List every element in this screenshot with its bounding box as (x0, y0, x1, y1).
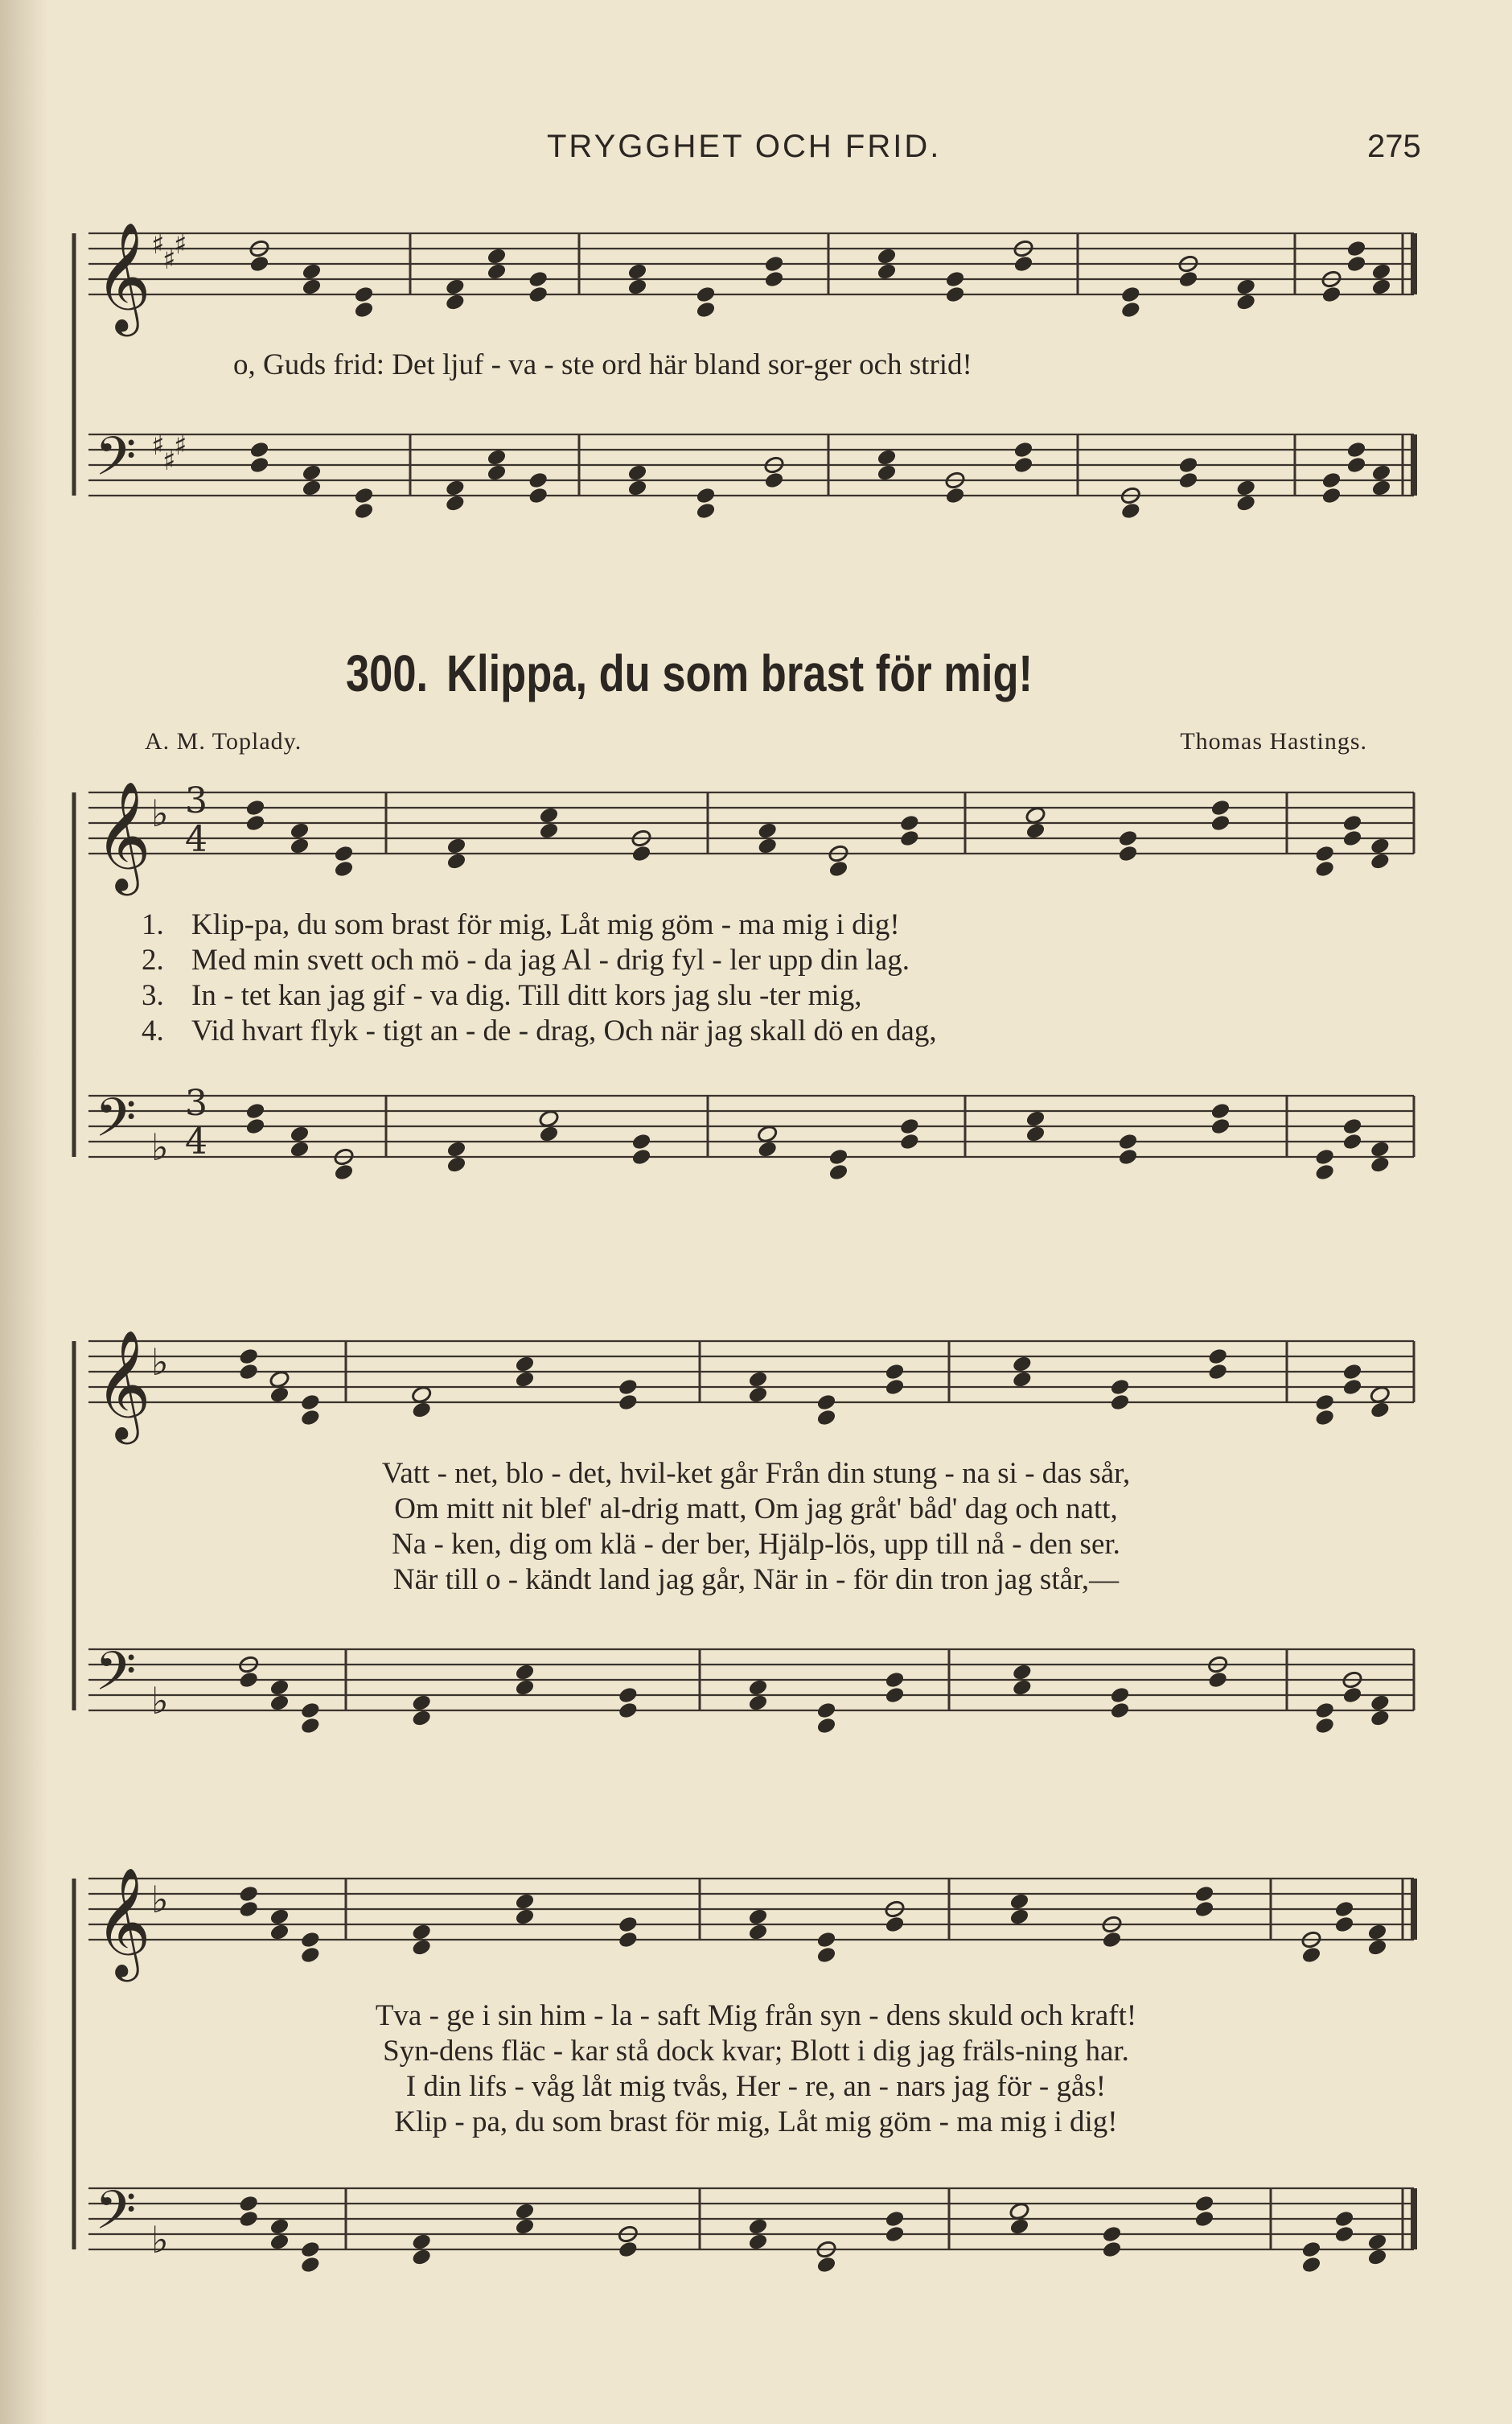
note-head (944, 486, 966, 505)
note-head (1366, 2248, 1388, 2267)
note-head (269, 1385, 290, 1405)
previous-hymn-lyrics (233, 348, 972, 383)
lyric-line: o, Guds frid: Det ljuf - va - ste ord här bland sor-ger och strid! (233, 348, 972, 381)
note-head (444, 293, 466, 312)
note-head (828, 1147, 849, 1167)
note-head (1177, 471, 1199, 490)
note-head (1109, 1685, 1131, 1705)
note-head (1235, 293, 1257, 312)
note-head (333, 859, 355, 879)
note-head (1101, 1930, 1123, 1949)
note-head (1370, 463, 1392, 483)
note-head (1369, 1140, 1391, 1159)
note-head (1117, 829, 1139, 848)
note-head (1300, 2255, 1322, 2274)
note-head (411, 1709, 433, 1728)
note-head (238, 1347, 260, 1366)
note-head (1314, 1147, 1336, 1167)
note-head (884, 1377, 906, 1397)
hymn-number: 300. (346, 644, 429, 702)
note-head (1194, 2209, 1215, 2229)
note-head (1314, 1408, 1336, 1427)
note-head (1120, 501, 1141, 521)
note-head (757, 1125, 779, 1144)
note-head (1109, 1393, 1131, 1412)
sharp-key-signature: ♯ (162, 445, 176, 477)
note-head (353, 501, 375, 521)
note-head (944, 285, 966, 304)
note-head (1013, 440, 1034, 459)
note-head (486, 262, 507, 282)
note-head (299, 2255, 321, 2274)
note-head (1117, 1147, 1139, 1167)
note-head (898, 1132, 920, 1151)
note-head (1025, 1125, 1046, 1144)
note-head (269, 1370, 290, 1389)
note-head (269, 1694, 290, 1713)
note-head (244, 813, 266, 833)
sharp-key-signature: ♯ (174, 228, 187, 261)
note-head (1120, 285, 1141, 304)
note-head (1235, 494, 1257, 513)
note-head (1207, 1347, 1229, 1366)
note-head (446, 1140, 467, 1159)
note-head (1366, 2233, 1388, 2252)
note-head (1101, 2224, 1123, 2244)
note-head (1177, 455, 1199, 475)
note-head (1370, 278, 1392, 297)
bass-clef: 𝄢 (95, 1087, 137, 1162)
note-head (301, 463, 323, 483)
note-head (249, 455, 270, 475)
sharp-key-signature: ♯ (174, 430, 187, 462)
note-head (299, 1930, 321, 1949)
note-head (1341, 1377, 1363, 1397)
lyric-line: Vatt - net, blo - det, hvil-ket går Från din stung - na si - das sår, (381, 1457, 1131, 1490)
verse-number: 4. (142, 1014, 164, 1047)
note-head (1300, 1945, 1322, 1965)
note-head (289, 1140, 310, 1159)
note-head (269, 2233, 290, 2252)
note-head (884, 1685, 906, 1705)
note-head (1333, 1915, 1355, 1934)
note-head (444, 494, 466, 513)
note-head (1341, 1117, 1363, 1136)
treble-clef: 𝄞 (95, 780, 151, 891)
note-head (884, 2224, 906, 2244)
hymn-name: Klippa, du som brast för mig! (446, 644, 1033, 702)
note-head (1120, 300, 1141, 319)
note-head (884, 2209, 906, 2229)
note-head (617, 1930, 639, 1949)
lyric-line: Na - ken, dig om klä - der ber, Hjälp-lös, upp till nå - den ser. (392, 1528, 1120, 1561)
note-head (816, 2255, 837, 2274)
note-head (444, 479, 466, 498)
note-head (514, 2217, 536, 2237)
note-head (411, 1385, 433, 1405)
note-head (411, 2248, 433, 2267)
note-head (1314, 844, 1336, 863)
note-head (333, 1163, 355, 1182)
lyric-line (142, 943, 937, 978)
note-head (1011, 1355, 1033, 1374)
note-head (1011, 1663, 1033, 1682)
time-signature-top-bass: 3 (185, 1083, 207, 1124)
lyric-line: Klip - pa, du som brast för mig, Låt mig göm - ma mig i dig! (394, 2105, 1118, 2138)
note-head (353, 300, 375, 319)
note-head (1009, 1892, 1030, 1912)
note-head (695, 300, 717, 319)
note-head (876, 262, 898, 282)
verse-number: 2. (142, 944, 164, 977)
note-head (301, 262, 323, 282)
note-head (289, 837, 310, 856)
note-head (627, 278, 648, 297)
note-head (898, 829, 920, 848)
note-head (411, 1938, 433, 1957)
note-head (238, 2209, 260, 2229)
note-head (1333, 2209, 1355, 2229)
note-head (1207, 1362, 1229, 1381)
note-head (1013, 455, 1034, 475)
note-head (514, 1370, 536, 1389)
lyric-line: Tva - ge i sin him - la - saft Mig från syn - dens skuld och kraft! (375, 1999, 1137, 2032)
note-head (1300, 2240, 1322, 2259)
note-head (1011, 1678, 1033, 1698)
treble-clef: 𝄞 (95, 220, 151, 331)
page-number: 275 (1367, 129, 1421, 164)
note-head (446, 837, 467, 856)
staff-lines (88, 233, 1414, 2249)
note-head (249, 254, 270, 274)
note-head (1210, 1117, 1231, 1136)
note-head (747, 2233, 769, 2252)
composer-credit: Thomas Hastings. (1180, 728, 1367, 755)
note-head (528, 471, 549, 490)
note-head (884, 1915, 906, 1934)
sharp-key-signature: ♯ (151, 430, 165, 462)
note-head (828, 859, 849, 879)
note-head (1025, 821, 1046, 841)
note-head (816, 1945, 837, 1965)
time-signature-top-treble: 3 (185, 780, 207, 821)
note-head (898, 1117, 920, 1136)
note-head (1194, 1884, 1215, 1903)
note-head (627, 463, 648, 483)
note-head (876, 448, 898, 467)
note-head (1366, 1923, 1388, 1942)
note-head (884, 1362, 906, 1381)
note-head (528, 285, 549, 304)
note-head (1117, 844, 1139, 863)
note-head (538, 1109, 560, 1129)
note-head (514, 1663, 536, 1682)
note-head (289, 1125, 310, 1144)
note-head (757, 1140, 779, 1159)
note-head (695, 285, 717, 304)
note-head (238, 1362, 260, 1381)
note-head (299, 1945, 321, 1965)
note-head (1210, 1101, 1231, 1121)
lyric-line (142, 1014, 937, 1049)
note-head (1194, 2194, 1215, 2213)
note-head (1341, 1685, 1363, 1705)
note-head (757, 837, 779, 856)
verse-lyrics-system-3 (121, 1998, 1391, 2140)
note-head (816, 1716, 837, 1735)
note-head (238, 1884, 260, 1903)
note-head (269, 1678, 290, 1698)
note-head (617, 1685, 639, 1705)
note-head (299, 1393, 321, 1412)
note-head (486, 448, 507, 467)
note-head (238, 1899, 260, 1919)
note-heads (238, 200, 1392, 2274)
note-head (1025, 806, 1046, 825)
note-head (1321, 486, 1342, 505)
verse-lyrics-system-2 (121, 1456, 1391, 1598)
note-head (289, 821, 310, 841)
time-signature-bottom-treble: 4 (185, 819, 207, 860)
note-head (353, 285, 375, 304)
note-head (898, 813, 920, 833)
note-head (1314, 859, 1336, 879)
note-head (1009, 2217, 1030, 2237)
bass-clef: 𝄢 (95, 426, 137, 500)
note-head (1341, 1132, 1363, 1151)
note-head (1366, 1938, 1388, 1957)
lyric-text: In - tet kan jag gif - va dig. Till ditt kors jag slu -ter mig, (191, 979, 862, 1012)
verse-number: 1. (142, 908, 164, 941)
note-head (353, 486, 375, 505)
note-head (301, 278, 323, 297)
note-head (244, 1117, 266, 1136)
note-head (1314, 1701, 1336, 1720)
note-head (1013, 254, 1034, 274)
note-head (1207, 1670, 1229, 1689)
lyric-line: Syn-dens fläc - kar stå dock kvar; Blott i dig jag fräls-ning har. (383, 2035, 1129, 2068)
bar-lines (74, 233, 1414, 2249)
hymn-title (346, 644, 1071, 703)
note-head (876, 247, 898, 266)
note-head (301, 479, 323, 498)
note-head (514, 1892, 536, 1912)
clefs (95, 220, 187, 2261)
note-head (538, 806, 560, 825)
note-head (747, 1678, 769, 1698)
note-head (269, 1923, 290, 1942)
note-head (828, 1163, 849, 1182)
note-head (747, 1385, 769, 1405)
note-head (1177, 270, 1199, 289)
time-signature-bottom-bass: 4 (185, 1121, 207, 1163)
note-head (1333, 1899, 1355, 1919)
note-head (747, 2217, 769, 2237)
note-head (238, 1670, 260, 1689)
note-head (1235, 479, 1257, 498)
note-head (1369, 1401, 1391, 1420)
note-head (446, 1155, 467, 1175)
note-head (1025, 1109, 1046, 1129)
note-head (486, 247, 507, 266)
note-head (1321, 285, 1342, 304)
note-head (444, 278, 466, 297)
note-head (1369, 837, 1391, 856)
note-head (816, 1408, 837, 1427)
note-head (538, 821, 560, 841)
note-head (269, 1908, 290, 1927)
note-head (884, 1670, 906, 1689)
note-head (747, 1694, 769, 1713)
bass-clef: 𝄢 (95, 2179, 137, 2254)
note-head (1333, 2224, 1355, 2244)
sharp-key-signature: ♯ (151, 228, 165, 261)
note-head (876, 463, 898, 483)
note-head (627, 262, 648, 282)
note-head (514, 1678, 536, 1698)
note-head (631, 1132, 652, 1151)
note-head (411, 2233, 433, 2252)
note-head (486, 463, 507, 483)
lyric-text: Klip-pa, du som brast för mig, Låt mig göm - ma mig i dig! (191, 908, 900, 941)
note-head (617, 1377, 639, 1397)
note-head (249, 440, 270, 459)
lyric-line: När till o - kändt land jag går, När in - för din tron jag står,— (392, 1563, 1120, 1596)
note-head (1346, 440, 1367, 459)
note-head (299, 1408, 321, 1427)
note-head (1341, 1362, 1363, 1381)
flat-key-signature: ♭ (151, 2218, 169, 2261)
note-head (816, 1701, 837, 1720)
note-head (617, 1701, 639, 1720)
note-head (617, 1393, 639, 1412)
note-head (1346, 239, 1367, 258)
note-head (1314, 1163, 1336, 1182)
note-head (747, 1370, 769, 1389)
note-head (333, 844, 355, 863)
note-head (514, 1355, 536, 1374)
note-head (1011, 1370, 1033, 1389)
note-head (446, 852, 467, 871)
note-head (757, 821, 779, 841)
lyric-line (142, 978, 937, 1014)
flat-key-signature: ♭ (151, 1340, 169, 1384)
note-head (1109, 1377, 1131, 1397)
note-head (747, 1908, 769, 1927)
note-head (1369, 852, 1391, 871)
note-head (816, 1930, 837, 1949)
note-head (538, 1125, 560, 1144)
sharp-key-signature: ♯ (162, 244, 176, 276)
verse-number: 3. (142, 979, 164, 1012)
treble-clef: 𝄞 (95, 1866, 151, 1977)
bass-clef: 𝄢 (95, 1640, 137, 1715)
note-head (1210, 813, 1231, 833)
note-head (1314, 1393, 1336, 1412)
lyric-line (142, 907, 937, 943)
lyricist-credit: A. M. Toplady. (145, 728, 302, 755)
note-head (695, 486, 717, 505)
note-head (269, 2217, 290, 2237)
section-title: TRYGGHET OCH FRID. (547, 129, 942, 164)
note-head (299, 1701, 321, 1720)
note-head (816, 1393, 837, 1412)
note-head (1369, 1694, 1391, 1713)
flat-key-signature: ♭ (151, 792, 169, 835)
note-head (1341, 829, 1363, 848)
note-head (631, 1147, 652, 1167)
lyric-line: I din lifs - våg låt mig tvås, Her - re, an - nars jag för - gås! (405, 2070, 1107, 2103)
note-head (528, 270, 549, 289)
lyric-text: Med min svett och mö - da jag Al - drig fyl - ler upp din lag. (191, 944, 910, 977)
verse-lyrics-system-1 (142, 907, 937, 1049)
lyric-text: Vid hvart flyk - tigt an - de - drag, Och när jag skall dö en dag, (191, 1014, 937, 1047)
note-head (763, 471, 785, 490)
note-head (1369, 1709, 1391, 1728)
note-head (627, 479, 648, 498)
note-head (1369, 1385, 1391, 1405)
note-head (631, 844, 652, 863)
note-head (1370, 262, 1392, 282)
note-head (763, 270, 785, 289)
note-head (1370, 479, 1392, 498)
note-head (528, 486, 549, 505)
note-head (1346, 254, 1367, 274)
note-head (1101, 2240, 1123, 2259)
note-head (695, 501, 717, 521)
note-head (1314, 1716, 1336, 1735)
lyric-line: Om mitt nit blef' al-drig matt, Om jag gråt' båd' dag och natt, (394, 1492, 1118, 1525)
flat-key-signature: ♭ (151, 1679, 169, 1722)
note-head (238, 2194, 260, 2213)
note-head (1210, 798, 1231, 817)
note-head (1117, 1132, 1139, 1151)
note-head (1369, 1155, 1391, 1175)
note-head (763, 254, 785, 274)
note-head (1235, 278, 1257, 297)
note-head (1009, 2202, 1030, 2221)
note-head (299, 2240, 321, 2259)
note-head (299, 1716, 321, 1735)
note-head (514, 1908, 536, 1927)
note-head (1009, 1908, 1030, 1927)
note-head (1321, 471, 1342, 490)
note-head (944, 270, 966, 289)
flat-key-signature: ♭ (151, 1126, 169, 1169)
note-head (617, 2240, 639, 2259)
note-head (411, 1923, 433, 1942)
note-head (1109, 1701, 1131, 1720)
note-head (1341, 813, 1363, 833)
note-head (244, 1101, 266, 1121)
treble-clef: 𝄞 (95, 1328, 151, 1439)
note-head (411, 1694, 433, 1713)
note-head (244, 798, 266, 817)
note-head (1194, 1899, 1215, 1919)
flat-key-signature: ♭ (151, 1878, 169, 1921)
note-head (1346, 455, 1367, 475)
note-head (514, 2202, 536, 2221)
note-head (747, 1923, 769, 1942)
note-head (411, 1401, 433, 1420)
note-head (617, 1915, 639, 1934)
